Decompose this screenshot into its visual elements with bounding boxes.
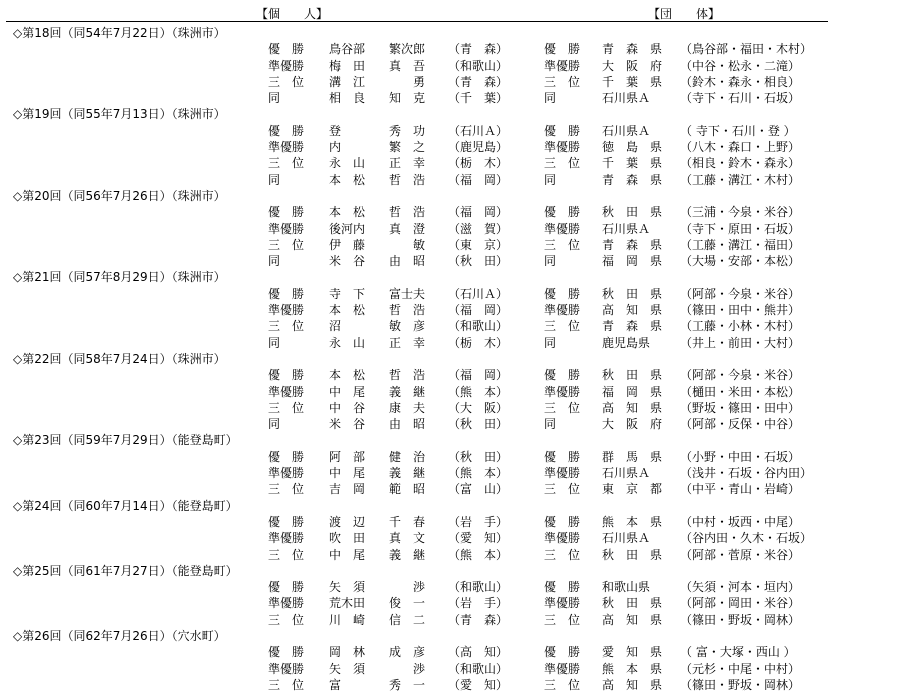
- individual-header: 【個 人】: [256, 7, 329, 21]
- team-members: （相良・鈴木・森永）: [680, 156, 801, 171]
- player-name: 寺 下 富士夫: [329, 286, 426, 301]
- result-row: [0, 204, 900, 220]
- result-row: [0, 465, 900, 481]
- individual-rank: 準優勝: [268, 384, 305, 399]
- team-members: （矢須・河本・垣内）: [680, 580, 801, 595]
- team-rank: 優 勝: [544, 580, 581, 595]
- team-prefecture: 千 葉 県: [602, 74, 663, 89]
- event-row: [0, 188, 900, 204]
- individual-rank: 準優勝: [268, 596, 305, 611]
- team-prefecture: 青 森 県: [602, 172, 663, 187]
- result-row: [0, 221, 900, 237]
- player-prefecture: （東 京）: [448, 237, 509, 252]
- team-members: （中平・青山・岩崎）: [680, 482, 801, 497]
- event-row: [0, 351, 900, 367]
- individual-rank: 優 勝: [268, 645, 305, 660]
- result-row: [0, 58, 900, 74]
- individual-rank: 優 勝: [268, 205, 305, 220]
- individual-rank: 三 位: [268, 400, 305, 415]
- event-title: ◇第24回（同60年7月14日）（能登島町）: [13, 498, 238, 513]
- team-prefecture: 高 知 県: [602, 677, 663, 692]
- team-members: （篠田・野坂・岡林）: [680, 677, 801, 692]
- team-members: （井上・前田・大村）: [680, 335, 801, 350]
- player-prefecture: （福 岡）: [448, 205, 509, 220]
- team-prefecture: 石川県Ａ: [602, 221, 651, 236]
- player-name: 伊 藤 敏: [329, 237, 426, 252]
- result-row: [0, 449, 900, 465]
- individual-rank: 三 位: [268, 612, 305, 627]
- team-members: （浅井・石坂・谷内田）: [680, 466, 813, 481]
- team-rank: 同: [544, 254, 557, 269]
- player-prefecture: （高 知）: [448, 645, 509, 660]
- event-title: ◇第22回（同58年7月24日）（珠洲市）: [13, 351, 226, 366]
- player-name: 渡 辺 千 春: [329, 514, 426, 529]
- team-prefecture: 福 岡 県: [602, 254, 663, 269]
- team-members: （ 富・大塚・西山 ）: [680, 645, 796, 660]
- team-prefecture: 群 馬 県: [602, 449, 663, 464]
- player-prefecture: （愛 知）: [448, 531, 509, 546]
- team-rank: 準優勝: [544, 221, 581, 236]
- team-rank: 三 位: [544, 319, 581, 334]
- player-name: 相 良 知 克: [329, 91, 426, 106]
- result-row: [0, 367, 900, 383]
- individual-rank: 三 位: [268, 237, 305, 252]
- team-prefecture: 秋 田 県: [602, 205, 663, 220]
- team-rank: 三 位: [544, 547, 581, 562]
- player-prefecture: （石川Ａ）: [448, 286, 509, 301]
- result-row: [0, 335, 900, 351]
- player-prefecture: （秋 田）: [448, 449, 509, 464]
- event-row: [0, 25, 900, 41]
- team-prefecture: 和歌山県: [602, 580, 651, 595]
- result-row: [0, 172, 900, 188]
- player-prefecture: （熊 本）: [448, 466, 509, 481]
- individual-rank: 優 勝: [268, 449, 305, 464]
- individual-rank: 優 勝: [268, 514, 305, 529]
- result-row: [0, 400, 900, 416]
- team-rank: 優 勝: [544, 42, 581, 57]
- individual-rank: 準優勝: [268, 221, 305, 236]
- result-row: [0, 595, 900, 611]
- event-title: ◇第23回（同59年7月29日）（能登島町）: [13, 433, 238, 448]
- team-members: （阿部・反保・中谷）: [680, 417, 801, 432]
- team-rank: 優 勝: [544, 514, 581, 529]
- player-name: 梅 田 真 吾: [329, 58, 426, 73]
- player-prefecture: （秋 田）: [448, 417, 509, 432]
- result-row: [0, 661, 900, 677]
- team-prefecture: 鹿児島県: [602, 335, 651, 350]
- individual-rank: 優 勝: [268, 580, 305, 595]
- player-prefecture: （愛 知）: [448, 677, 509, 692]
- team-rank: 三 位: [544, 156, 581, 171]
- team-prefecture: 石川県Ａ: [602, 531, 651, 546]
- team-prefecture: 青 森 県: [602, 319, 663, 334]
- team-prefecture: 千 葉 県: [602, 156, 663, 171]
- player-name: 沼 敏 彦: [329, 319, 426, 334]
- team-members: （篠田・野坂・岡林）: [680, 612, 801, 627]
- player-prefecture: （秋 田）: [448, 254, 509, 269]
- result-row: [0, 384, 900, 400]
- team-rank: 三 位: [544, 400, 581, 415]
- individual-rank: 準優勝: [268, 58, 305, 73]
- result-row: [0, 547, 900, 563]
- result-row: [0, 90, 900, 106]
- player-prefecture: （福 岡）: [448, 172, 509, 187]
- player-name: 本 松 哲 浩: [329, 368, 426, 383]
- team-prefecture: 高 知 県: [602, 400, 663, 415]
- result-row: [0, 318, 900, 334]
- result-row: [0, 286, 900, 302]
- team-rank: 優 勝: [544, 286, 581, 301]
- individual-rank: 準優勝: [268, 661, 305, 676]
- team-rank: 準優勝: [544, 140, 581, 155]
- team-prefecture: 大 阪 府: [602, 417, 663, 432]
- player-name: 本 松 哲 浩: [329, 205, 426, 220]
- individual-rank: 三 位: [268, 74, 305, 89]
- result-row: [0, 644, 900, 660]
- individual-rank: 優 勝: [268, 368, 305, 383]
- player-name: 本 松 哲 浩: [329, 303, 426, 318]
- individual-rank: 三 位: [268, 482, 305, 497]
- result-row: [0, 579, 900, 595]
- team-rank: 三 位: [544, 677, 581, 692]
- team-rank: 同: [544, 335, 557, 350]
- event-title: ◇第18回（同54年7月22日）（珠洲市）: [13, 26, 226, 40]
- player-name: 阿 部 健 治: [329, 449, 426, 464]
- team-rank: 準優勝: [544, 58, 581, 73]
- team-members: （八木・森口・上野）: [680, 140, 801, 155]
- result-row: [0, 677, 900, 693]
- event-row: [0, 269, 900, 285]
- team-members: （阿部・岡田・米谷）: [680, 596, 801, 611]
- individual-rank: 三 位: [268, 547, 305, 562]
- player-prefecture: （栃 木）: [448, 335, 509, 350]
- player-name: 永 山 正 幸: [329, 156, 426, 171]
- player-name: 溝 江 勇: [329, 74, 426, 89]
- result-row: [0, 155, 900, 171]
- team-rank: 優 勝: [544, 449, 581, 464]
- result-row: [0, 41, 900, 57]
- team-members: （樋田・米田・本松）: [680, 384, 801, 399]
- individual-rank: 準優勝: [268, 303, 305, 318]
- team-rank: 同: [544, 417, 557, 432]
- player-name: 登 秀 功: [329, 123, 426, 138]
- player-prefecture: （和歌山）: [448, 661, 509, 676]
- team-prefecture: 東 京 都: [602, 482, 663, 497]
- player-name: 本 松 哲 浩: [329, 172, 426, 187]
- player-name: 吉 岡 範 昭: [329, 482, 426, 497]
- team-members: （ 寺下・石川・登 ）: [680, 123, 796, 138]
- team-members: （三浦・今泉・米谷）: [680, 205, 801, 220]
- result-row: [0, 139, 900, 155]
- individual-rank: 三 位: [268, 156, 305, 171]
- team-rank: 準優勝: [544, 384, 581, 399]
- team-prefecture: 秋 田 県: [602, 286, 663, 301]
- team-prefecture: 福 岡 県: [602, 384, 663, 399]
- player-prefecture: （岩 手）: [448, 514, 509, 529]
- team-prefecture: 熊 本 県: [602, 661, 663, 676]
- team-prefecture: 青 森 県: [602, 237, 663, 252]
- team-rank: 同: [544, 172, 557, 187]
- individual-rank: 三 位: [268, 677, 305, 692]
- player-prefecture: （熊 本）: [448, 384, 509, 399]
- team-members: （小野・中田・石坂）: [680, 449, 801, 464]
- result-row: [0, 514, 900, 530]
- result-row: [0, 237, 900, 253]
- team-prefecture: 徳 島 県: [602, 140, 663, 155]
- individual-rank: 準優勝: [268, 466, 305, 481]
- team-rank: 準優勝: [544, 531, 581, 546]
- team-rank: 優 勝: [544, 205, 581, 220]
- individual-rank: 同: [268, 335, 281, 350]
- player-prefecture: （千 葉）: [448, 91, 509, 106]
- team-rank: 優 勝: [544, 368, 581, 383]
- player-name: 吹 田 真 文: [329, 531, 426, 546]
- team-prefecture: 高 知 県: [602, 303, 663, 318]
- result-row: [0, 612, 900, 628]
- player-name: 中 尾 義 継: [329, 466, 426, 481]
- player-name: 中 尾 義 継: [329, 384, 426, 399]
- result-row: [0, 530, 900, 546]
- team-rank: 三 位: [544, 482, 581, 497]
- team-prefecture: 石川県Ａ: [602, 91, 651, 106]
- player-name: 鳥谷部 繁次郎: [329, 42, 426, 57]
- team-header: 【団 体】: [648, 7, 721, 21]
- event-title: ◇第25回（同61年7月27日）（能登島町）: [13, 563, 238, 578]
- player-prefecture: （滋 賀）: [448, 221, 509, 236]
- event-title: ◇第21回（同57年8月29日）（珠洲市）: [13, 270, 226, 285]
- player-name: 中 谷 康 夫: [329, 400, 426, 415]
- player-name: 荒木田 俊 一: [329, 596, 426, 611]
- player-name: 川 崎 信 二: [329, 612, 426, 627]
- event-row: [0, 432, 900, 448]
- player-prefecture: （和歌山）: [448, 319, 509, 334]
- team-members: （野坂・篠田・田中）: [680, 400, 801, 415]
- team-prefecture: 石川県Ａ: [602, 466, 651, 481]
- result-row: [0, 253, 900, 269]
- team-members: （工藤・溝江・福田）: [680, 237, 801, 252]
- player-prefecture: （青 森）: [448, 74, 509, 89]
- player-prefecture: （岩 手）: [448, 596, 509, 611]
- team-rank: 優 勝: [544, 645, 581, 660]
- player-prefecture: （青 森）: [448, 42, 509, 57]
- team-rank: 準優勝: [544, 596, 581, 611]
- team-rank: 準優勝: [544, 661, 581, 676]
- player-prefecture: （富 山）: [448, 482, 509, 497]
- player-prefecture: （熊 本）: [448, 547, 509, 562]
- result-row: [0, 123, 900, 139]
- team-members: （鈴木・森永・相良）: [680, 74, 801, 89]
- player-name: 矢 須 渉: [329, 580, 426, 595]
- event-row: [0, 106, 900, 122]
- team-rank: 三 位: [544, 74, 581, 89]
- player-prefecture: （鹿児島）: [448, 140, 509, 155]
- team-members: （中谷・松永・二滝）: [680, 58, 801, 73]
- team-members: （鳥谷部・福田・木村）: [680, 42, 813, 57]
- event-row: [0, 498, 900, 514]
- player-prefecture: （和歌山）: [448, 580, 509, 595]
- individual-rank: 同: [268, 417, 281, 432]
- team-members: （阿部・菅原・米谷）: [680, 547, 801, 562]
- team-prefecture: 石川県Ａ: [602, 123, 651, 138]
- player-name: 矢 須 渉: [329, 661, 426, 676]
- team-members: （寺下・石川・石坂）: [680, 91, 801, 106]
- player-prefecture: （和歌山）: [448, 58, 509, 73]
- event-title: ◇第20回（同56年7月26日）（珠洲市）: [13, 188, 226, 203]
- player-name: 富 秀 一: [329, 677, 426, 692]
- player-prefecture: （青 森）: [448, 612, 509, 627]
- team-members: （阿部・今泉・米谷）: [680, 368, 801, 383]
- team-members: （元杉・中尾・中村）: [680, 661, 801, 676]
- player-prefecture: （福 岡）: [448, 368, 509, 383]
- individual-rank: 同: [268, 91, 281, 106]
- team-prefecture: 大 阪 府: [602, 58, 663, 73]
- individual-rank: 優 勝: [268, 42, 305, 57]
- team-members: （谷内田・久木・石坂）: [680, 531, 813, 546]
- team-members: （中村・坂西・中尾）: [680, 514, 801, 529]
- team-members: （大場・安部・本松）: [680, 254, 801, 269]
- player-prefecture: （大 阪）: [448, 400, 509, 415]
- team-rank: 準優勝: [544, 466, 581, 481]
- team-prefecture: 秋 田 県: [602, 368, 663, 383]
- results-list: [0, 25, 900, 693]
- event-row: [0, 563, 900, 579]
- player-name: 中 尾 義 継: [329, 547, 426, 562]
- team-members: （工藤・小林・木村）: [680, 319, 801, 334]
- individual-rank: 同: [268, 172, 281, 187]
- result-row: [0, 302, 900, 318]
- team-prefecture: 熊 本 県: [602, 514, 663, 529]
- player-name: 米 谷 由 昭: [329, 417, 426, 432]
- result-row: [0, 74, 900, 90]
- individual-rank: 準優勝: [268, 140, 305, 155]
- individual-rank: 同: [268, 254, 281, 269]
- individual-rank: 三 位: [268, 319, 305, 334]
- player-name: 永 山 正 幸: [329, 335, 426, 350]
- player-prefecture: （福 岡）: [448, 303, 509, 318]
- team-prefecture: 高 知 県: [602, 612, 663, 627]
- event-title: ◇第26回（同62年7月26日）（穴水町）: [13, 628, 226, 643]
- team-rank: 同: [544, 91, 557, 106]
- individual-rank: 準優勝: [268, 531, 305, 546]
- event-title: ◇第19回（同55年7月13日）（珠洲市）: [13, 107, 226, 122]
- team-rank: 三 位: [544, 612, 581, 627]
- team-prefecture: 秋 田 県: [602, 596, 663, 611]
- player-name: 岡 林 成 彦: [329, 645, 426, 660]
- player-prefecture: （栃 木）: [448, 156, 509, 171]
- player-name: 後河内 真 澄: [329, 221, 426, 236]
- team-prefecture: 青 森 県: [602, 42, 663, 57]
- team-rank: 優 勝: [544, 123, 581, 138]
- team-members: （工藤・溝江・木村）: [680, 172, 801, 187]
- individual-rank: 優 勝: [268, 286, 305, 301]
- event-row: [0, 628, 900, 644]
- team-members: （寺下・原田・石坂）: [680, 221, 801, 236]
- individual-rank: 優 勝: [268, 123, 305, 138]
- team-members: （篠田・田中・熊井）: [680, 303, 801, 318]
- player-name: 米 谷 由 昭: [329, 254, 426, 269]
- result-row: [0, 481, 900, 497]
- team-prefecture: 愛 知 県: [602, 645, 663, 660]
- player-name: 内 繁 之: [329, 140, 426, 155]
- team-prefecture: 秋 田 県: [602, 547, 663, 562]
- header-divider: [6, 21, 828, 22]
- player-prefecture: （石川Ａ）: [448, 123, 509, 138]
- result-row: [0, 416, 900, 432]
- team-rank: 三 位: [544, 237, 581, 252]
- team-rank: 準優勝: [544, 303, 581, 318]
- team-members: （阿部・今泉・米谷）: [680, 286, 801, 301]
